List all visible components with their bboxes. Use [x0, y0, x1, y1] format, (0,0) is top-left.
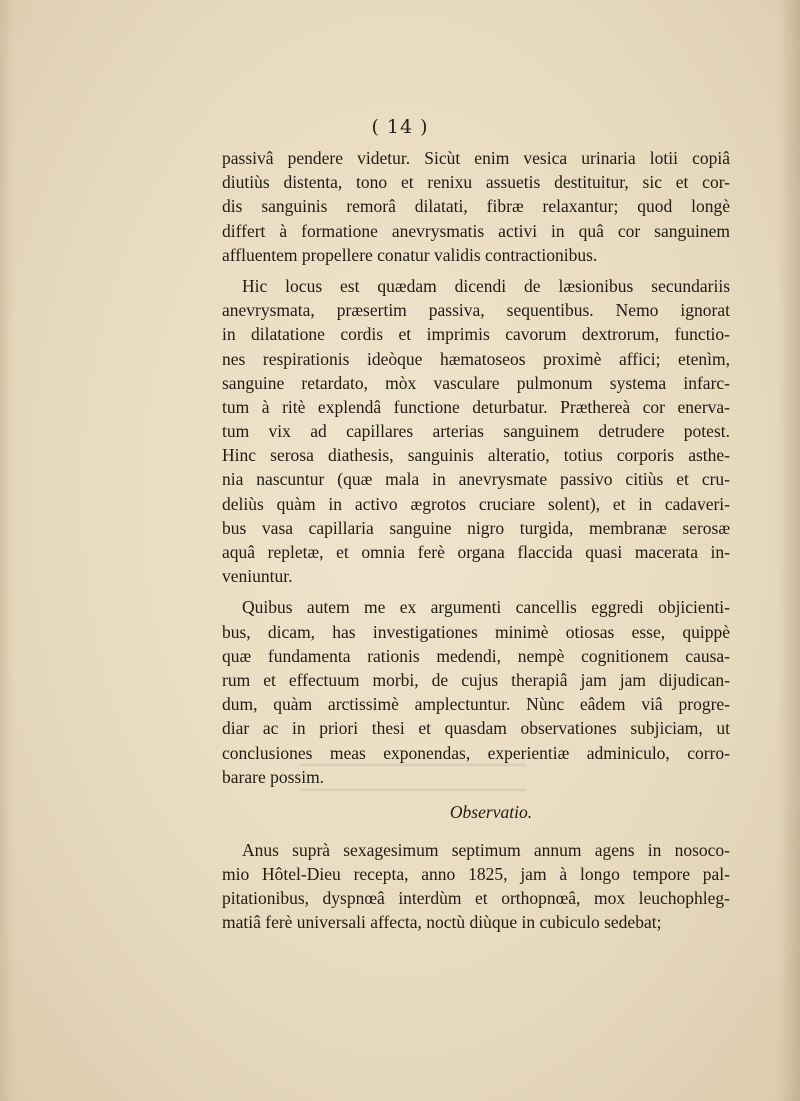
text-line: Quibus autem me ex argumenti cancellis eggredi objicienti- — [242, 597, 730, 618]
text-line: quæ fundamenta rationis medendi, nempè cognitionem causa- — [222, 645, 730, 666]
text-line: aquâ repletæ, et omnia ferè organa flaccida quasi macerata in- — [222, 542, 730, 562]
text-line: tum à ritè explendâ functione deturbatur. Præthereà cor enerva- — [222, 396, 730, 417]
heading-spacer — [222, 828, 730, 838]
text-line: nes respirationis ideòque hæmatoseos proximè affici; etenìm, — [222, 348, 730, 369]
paragraph — [222, 146, 730, 267]
text-line: bus, dicam, has investigationes minimè otiosas esse, quippè — [222, 621, 730, 642]
page-number: ( 14 ) — [371, 116, 429, 138]
text-line: nia nascuntur (quæ mala in anevrysmate passivo citiùs et cru- — [222, 469, 730, 490]
paragraph-spacer — [222, 588, 730, 595]
paragraph — [222, 838, 730, 935]
text-line: tum vix ad capillares arterias sanguinem detrudere potest. — [222, 421, 730, 442]
text-line: diar ac in priori thesi et quasdam observationes subjiciam, ut — [222, 718, 730, 739]
text-line: Hic locus est quædam dicendi de læsionibus secundariis — [242, 275, 730, 296]
text-line: sanguine retardato, mòx vasculare pulmonum systema infarc- — [222, 372, 730, 393]
text-line: passivâ pendere videtur. Sicùt enim vesica urinaria lotii copiâ — [222, 148, 730, 168]
show-through-text: ━━━━━━━━━━━━━━━━━━━━━━━━━ — [300, 783, 526, 799]
paragraph — [222, 274, 730, 588]
text-line: in dilatatione cordis et imprimis cavorum dextrorum, functio- — [222, 324, 730, 345]
page-right-edge-shadow — [778, 0, 800, 1101]
text-line: anevrysmata, præsertim passiva, sequentibus. Nemo ignorat — [222, 300, 730, 321]
paragraph-spacer — [222, 267, 730, 274]
text-line: pitationibus, dyspnœâ interdùm et orthopnœâ, mox leuchophleg- — [222, 888, 730, 909]
text-line: dum, quàm arctissimè amplectuntur. Nùnc eâdem viâ progre- — [222, 694, 730, 715]
body-text — [222, 146, 730, 935]
paragraphs — [222, 146, 730, 796]
paragraph — [222, 595, 730, 789]
observation-paragraph — [222, 838, 730, 935]
text-line: diutiùs distenta, tono et renixu assuetis destituitur, sic et cor- — [222, 172, 730, 193]
section-heading: Observatio. — [449, 801, 533, 822]
text-line: mio Hôtel-Dieu recepta, anno 1825, jam à longo tempore pal- — [222, 864, 730, 885]
text-line: matiâ ferè universali affecta, noctù diùque in cubiculo sedebat; — [222, 912, 662, 933]
text-line: Anus suprà sexagesimum septimum annum agens in nosoco- — [242, 839, 730, 860]
text-line: affluentem propellere conatur validis contractionibus. — [222, 244, 598, 265]
show-through-text: ━━━━━━━━━━━━━━━━━━━━━━━━━ — [300, 758, 526, 774]
page-left-edge-shadow — [0, 0, 14, 1101]
text-line: barare possim. — [222, 766, 325, 787]
text-line: deliùs quàm in activo ægrotos cruciare solent), et in cadaveri- — [222, 493, 730, 514]
text-line: differt à formatione anevrysmatis activi in quâ cor sanguinem — [222, 220, 730, 241]
paragraph-spacer — [222, 789, 730, 796]
text-line: Hinc serosa diathesis, sanguinis alteratio, totius corporis asthe- — [222, 445, 730, 466]
text-line: bus vasa capillaria sanguine nigro turgida, membranæ serosæ — [222, 517, 730, 538]
text-line: rum et effectuum morbi, de cujus therapiâ jam jam dijudican- — [222, 669, 730, 690]
text-line: conclusiones meas exponendas, experientiæ adminiculo, corro- — [222, 742, 730, 763]
text-line: dis sanguinis remorâ dilatati, fibræ relaxantur; quod longè — [222, 196, 730, 217]
text-line: veniuntur. — [222, 566, 293, 587]
